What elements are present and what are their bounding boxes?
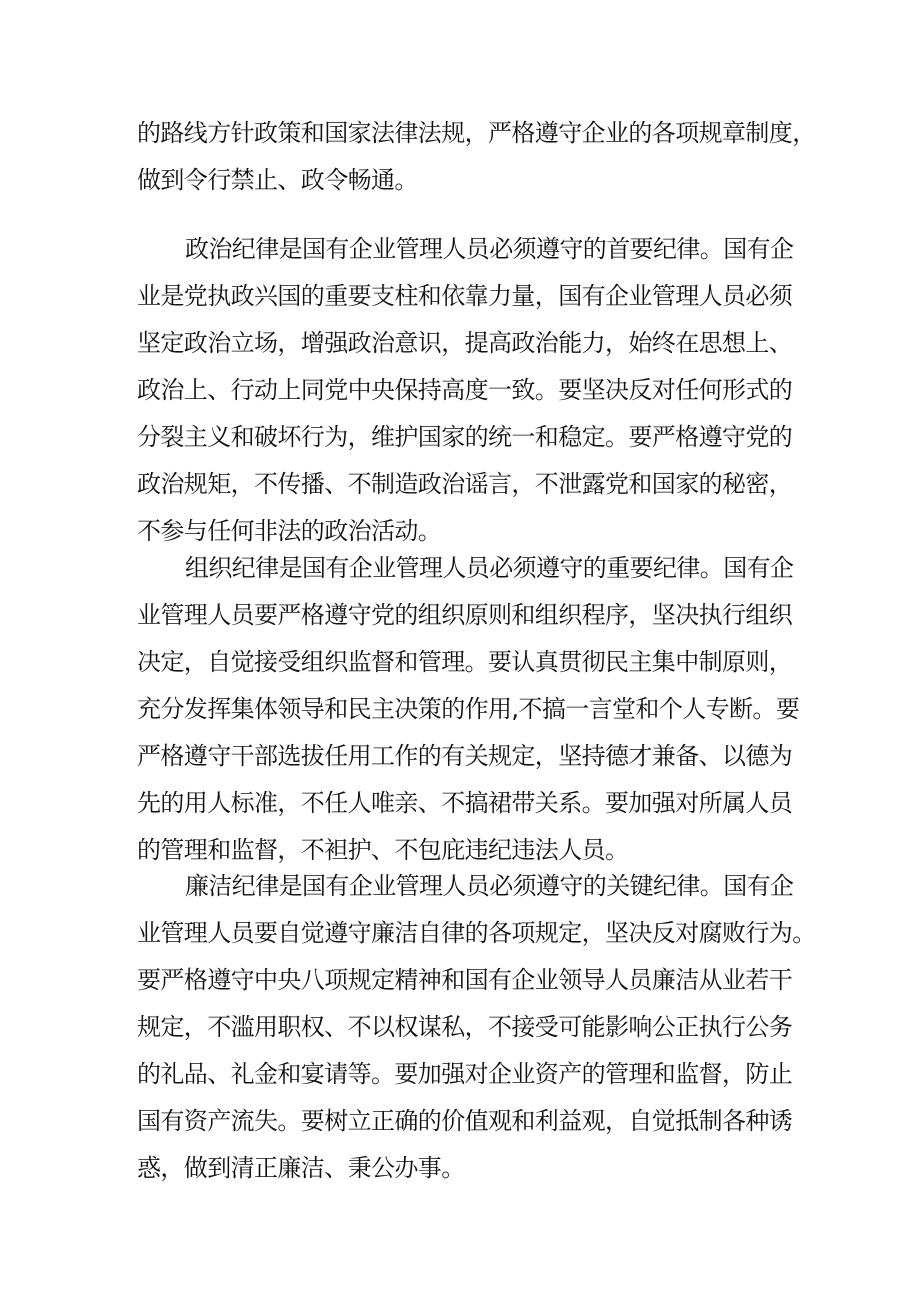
text-line: 的路线方针政策和国家法律法规，严格遵守企业的各项规章制度， <box>137 119 816 147</box>
text-line: 决定，自觉接受组织监督和管理。要认真贯彻民主集中制原则， <box>137 648 793 676</box>
text-line: 业管理人员要严格遵守党的组织原则和组织程序，坚决执行组织 <box>137 601 793 629</box>
text-line: 规定，不滥用职权、不以权谋私，不接受可能影响公正执行公务 <box>137 1013 793 1041</box>
text-line: 政治上、行动上同党中央保持高度一致。要坚决反对任何形式的 <box>137 376 793 404</box>
text-line: 严格遵守干部选拔任用工作的有关规定，坚持德才兼备、以德为 <box>137 742 793 770</box>
text-line: 政治规矩，不传播、不制造政治谣言，不泄露党和国家的秘密， <box>137 470 793 498</box>
paragraph-continuation <box>137 110 817 204</box>
text-line: 充分发挥集体领导和民主决策的作用,不搞一言堂和个人专断。要 <box>137 695 800 723</box>
text-line: 的礼品、礼金和宴请等。要加强对企业资产的管理和监督，防止 <box>137 1060 793 1088</box>
paragraph-integrity-discipline <box>137 863 817 1192</box>
text-line: 业是党执政兴国的重要支柱和依靠力量，国有企业管理人员必须 <box>137 282 793 310</box>
text-line: 分裂主义和破坏行为，维护国家的统一和稳定。要严格遵守党的 <box>137 423 793 451</box>
text-line: 做到令行禁止、政令畅通。 <box>137 166 418 194</box>
text-line: 廉洁纪律是国有企业管理人员必须遵守的关键纪律。国有企 <box>185 872 794 900</box>
text-line: 国有资产流失。要树立正确的价值观和利益观，自觉抵制各种诱 <box>137 1107 793 1135</box>
text-line: 要严格遵守中央八项规定精神和国有企业领导人员廉洁从业若干 <box>137 966 793 994</box>
paragraph-political-discipline <box>137 226 817 555</box>
text-line: 的管理和监督，不袒护、不包庇违纪违法人员。 <box>137 836 629 864</box>
text-line: 政治纪律是国有企业管理人员必须遵守的首要纪律。国有企 <box>185 235 794 263</box>
paragraph-organizational-discipline <box>137 545 817 874</box>
text-line: 惑，做到清正廉洁、秉公办事。 <box>137 1154 465 1182</box>
text-line: 不参与任何非法的政治活动。 <box>137 517 442 545</box>
text-line: 先的用人标准，不任人唯亲、不搞裙带关系。要加强对所属人员 <box>137 789 793 817</box>
text-line: 业管理人员要自觉遵守廉洁自律的各项规定，坚决反对腐败行为。 <box>137 919 816 947</box>
text-line: 组织纪律是国有企业管理人员必须遵守的重要纪律。国有企 <box>185 554 794 582</box>
text-line: 坚定政治立场，增强政治意识，提高政治能力，始终在思想上、 <box>137 329 793 357</box>
